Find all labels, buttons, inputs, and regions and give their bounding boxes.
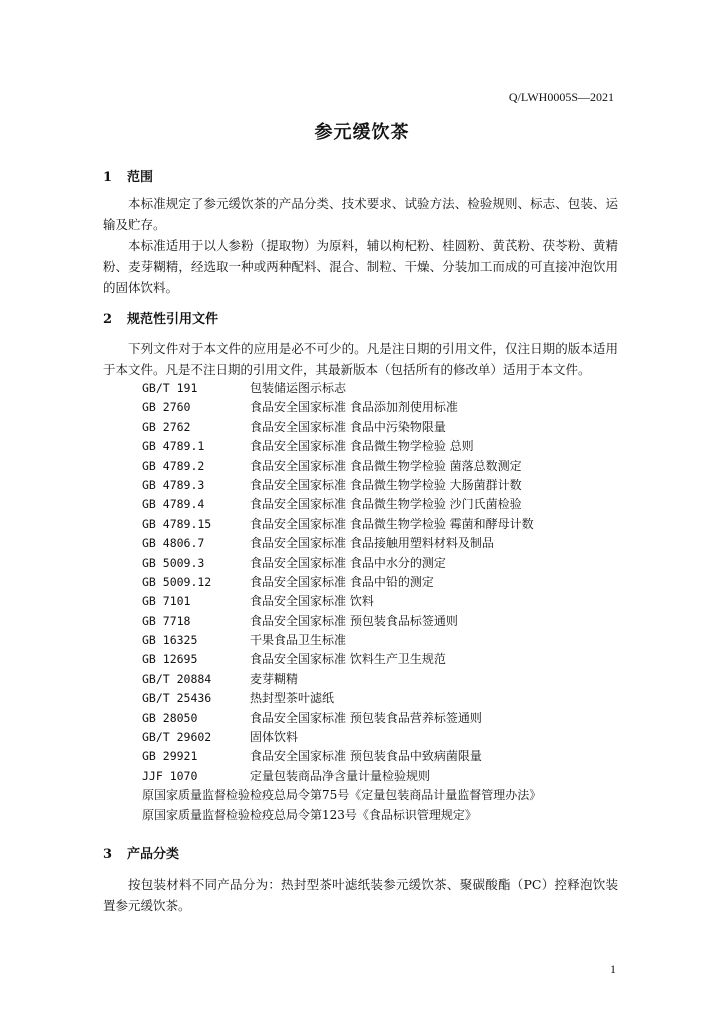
reference-list — [142, 379, 622, 825]
reference-item — [142, 728, 622, 747]
reference-title: 食品安全国家标准 食品中铅的测定 — [250, 574, 434, 589]
reference-title: 食品安全国家标准 食品微生物学检验 菌落总数测定 — [250, 458, 522, 473]
section-2-heading — [103, 308, 218, 327]
reference-item — [142, 476, 622, 495]
reference-title: 食品安全国家标准 食品微生物学检验 霉菌和酵母计数 — [250, 516, 534, 531]
reference-item — [142, 767, 622, 786]
reference-code: GB 5009.3 — [142, 555, 205, 570]
reference-title: 麦芽糊精 — [250, 671, 299, 686]
section-number: 1 — [103, 170, 113, 185]
reference-title: 干果食品卫生标准 — [250, 633, 347, 648]
reference-item — [142, 631, 622, 650]
reference-title: 食品安全国家标准 预包装食品标签通则 — [250, 613, 458, 628]
reference-title: 食品安全国家标准 饮料 — [250, 594, 374, 609]
document-title: 参元缓饮茶 — [314, 122, 410, 143]
section-number: 3 — [103, 847, 113, 862]
reference-item — [142, 379, 622, 398]
reference-item — [142, 592, 622, 611]
reference-code: GB/T 191 — [142, 381, 198, 395]
reference-code: GB 7718 — [142, 613, 191, 628]
reference-code: GB 7101 — [142, 594, 191, 609]
section-1-heading — [103, 166, 153, 185]
reference-item — [142, 670, 622, 689]
reference-code: GB 4789.4 — [142, 497, 205, 512]
reference-code: GB 4806.7 — [142, 536, 205, 551]
reference-title: 食品安全国家标准 食品添加剂使用标准 — [250, 400, 458, 415]
reference-code: JJF 1070 — [142, 768, 198, 783]
reference-note: 原国家质量监督检验检疫总局令第75号《定量包装商品计量监督管理办法》 — [142, 788, 542, 803]
section-3-heading — [103, 843, 179, 862]
reference-item — [142, 515, 622, 534]
section-1-paragraph-2: 本标准适用于以人参粉（提取物）为原料，辅以枸杞粉、桂圆粉、黄芪粉、茯苓粉、黄精粉、麦芽糊精，经选取一种或两种配料、混合、制粒、干燥、分装加工而成的可直接冲泡饮用的固体饮料。 — [103, 238, 618, 295]
reference-code: GB/T 29602 — [142, 730, 212, 745]
section-title: 规范性引用文件 — [127, 312, 219, 327]
reference-title: 食品安全国家标准 食品接触用塑料材料及制品 — [250, 536, 494, 551]
reference-item — [142, 457, 622, 476]
reference-code: GB 5009.12 — [142, 574, 212, 589]
section-2-paragraph-1: 下列文件对于本文件的应用是必不可少的。凡是注日期的引用文件，仅注日期的版本适用于本文件。凡是不注日期的引用文件，其最新版本（包括所有的修改单）适用于本文件。 — [103, 341, 618, 377]
reference-code: GB 4789.1 — [142, 439, 205, 454]
reference-code: GB 4789.2 — [142, 458, 205, 473]
reference-code: GB 29921 — [142, 749, 198, 764]
reference-code: GB 12695 — [142, 652, 198, 667]
reference-code: GB 2760 — [142, 400, 191, 415]
reference-title: 食品安全国家标准 食品微生物学检验 总则 — [250, 439, 474, 454]
reference-code: GB 28050 — [142, 710, 198, 725]
reference-title: 食品安全国家标准 预包装食品营养标签通则 — [250, 710, 482, 725]
reference-item — [142, 398, 622, 417]
reference-item — [142, 650, 622, 669]
reference-item — [142, 612, 622, 631]
section-1-paragraph-1: 本标准规定了参元缓饮茶的产品分类、技术要求、试验方法、检验规则、标志、包装、运输及贮存。 — [103, 196, 618, 232]
reference-title: 固体饮料 — [250, 730, 299, 745]
section-title: 范围 — [127, 170, 154, 185]
reference-item — [142, 418, 622, 437]
reference-item — [142, 689, 622, 708]
reference-item — [142, 554, 622, 573]
reference-title: 包装储运图示标志 — [250, 381, 347, 395]
page-number: 1 — [610, 962, 616, 976]
section-title: 产品分类 — [127, 847, 180, 862]
reference-code: GB/T 20884 — [142, 671, 212, 686]
reference-title: 食品安全国家标准 食品微生物学检验 沙门氏菌检验 — [250, 497, 522, 512]
reference-title: 热封型茶叶滤纸 — [250, 691, 335, 706]
reference-code: GB 16325 — [142, 633, 198, 648]
reference-title: 食品安全国家标准 食品微生物学检验 大肠菌群计数 — [250, 477, 522, 492]
reference-code: GB/T 25436 — [142, 691, 212, 706]
reference-code: GB 2762 — [142, 419, 191, 434]
reference-code: GB 4789.3 — [142, 477, 205, 492]
reference-item — [142, 573, 622, 592]
reference-title: 食品安全国家标准 饮料生产卫生规范 — [250, 652, 446, 667]
reference-title: 定量包装商品净含量计量检验规则 — [250, 768, 431, 783]
reference-item — [142, 437, 622, 456]
reference-item — [142, 709, 622, 728]
section-number: 2 — [103, 312, 113, 327]
reference-title: 食品安全国家标准 食品中水分的测定 — [250, 555, 446, 570]
reference-item — [142, 747, 622, 766]
reference-item — [142, 534, 622, 553]
reference-note: 原国家质量监督检验检疫总局令第123号《食品标识管理规定》 — [142, 807, 477, 822]
reference-title: 食品安全国家标准 食品中污染物限量 — [250, 419, 446, 434]
reference-code: GB 4789.15 — [142, 516, 212, 531]
reference-item — [142, 495, 622, 514]
reference-title: 食品安全国家标准 预包装食品中致病菌限量 — [250, 749, 482, 764]
section-3-paragraph-1: 按包装材料不同产品分为：热封型茶叶滤纸装参元缓饮茶、聚碳酸酯（PC）控释泡饮装置参元缓饮茶。 — [103, 877, 618, 913]
standard-code: Q/LWH0005S—2021 — [508, 90, 614, 104]
